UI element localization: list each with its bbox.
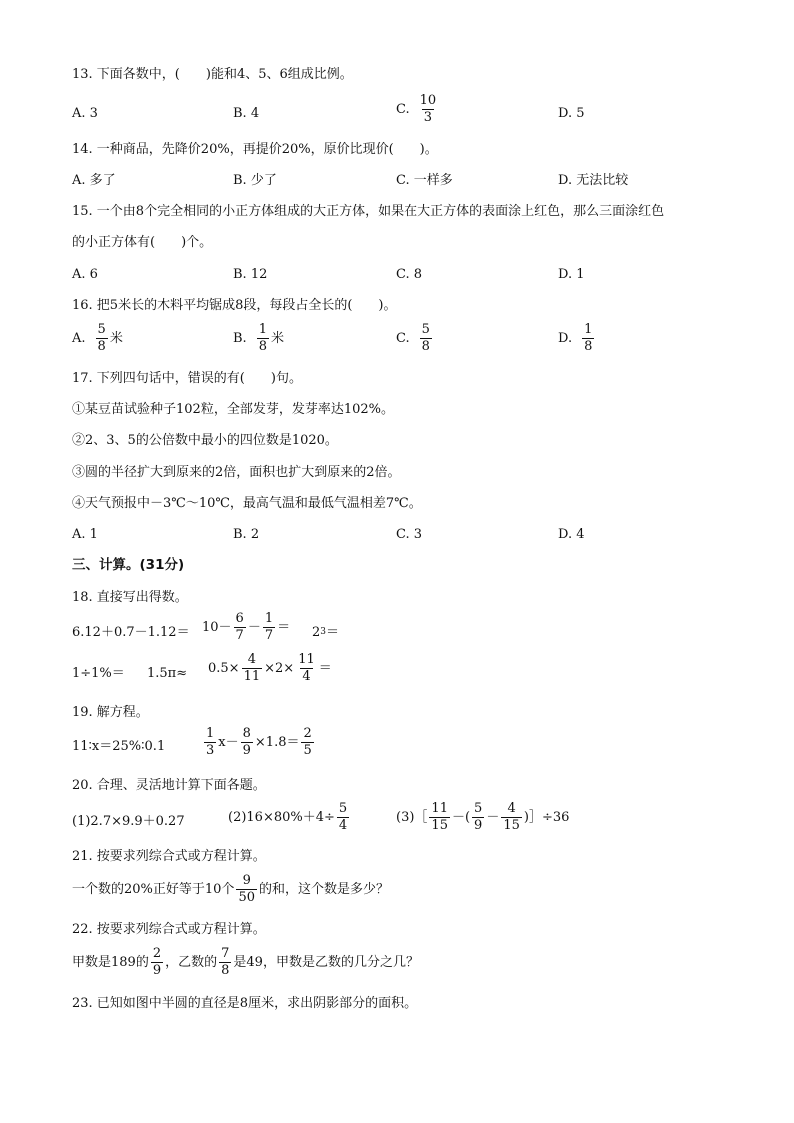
- q22-body: [72, 947, 419, 977]
- expr-text: ＝: [318, 660, 332, 676]
- fraction-denominator: 9: [152, 962, 162, 978]
- fraction: [241, 727, 253, 757]
- q18-expr-3: [312, 626, 339, 639]
- q13-option-c: [396, 94, 440, 124]
- fraction-numerator: 1: [206, 726, 215, 741]
- q17-stem: 17. 下列四句话中，错误的有( )句。: [72, 371, 302, 386]
- fraction: [242, 653, 263, 683]
- q15-stem-line1: 15. 一个由8个完全相同的小正方体组成的大正方体，如果在大正方体的表面涂上红色，那么三面涂红色: [72, 204, 665, 219]
- q19-stem: 19. 解方程。: [72, 705, 149, 720]
- fraction-numerator: 5: [421, 322, 430, 337]
- q16-option-d: [558, 323, 596, 353]
- expr-text: (3)［: [396, 809, 428, 825]
- q13-option-c-fraction: [418, 94, 439, 124]
- expr-text: )］÷36: [523, 809, 570, 825]
- fraction: [236, 874, 257, 904]
- fraction-numerator: 1: [258, 322, 267, 337]
- q17-statement-3: ③圆的半径扩大到原来的2倍，面积也扩大到原来的2倍。: [72, 465, 401, 480]
- fraction-numerator: 8: [242, 726, 251, 741]
- fraction: [263, 612, 275, 642]
- fraction-numerator: 5: [474, 801, 483, 816]
- fraction-numerator: 5: [338, 801, 348, 816]
- expr-text: ＝: [326, 625, 340, 640]
- unit-label: 米: [109, 330, 123, 346]
- q16-stem: 16. 把5米长的木料平均锯成8段，每段占全长的( )。: [72, 298, 397, 313]
- expr-text: x－: [218, 734, 239, 750]
- fraction-denominator: 8: [221, 962, 230, 978]
- q15-option-a: A. 6: [72, 267, 98, 282]
- fraction-numerator: 4: [507, 801, 516, 816]
- q18-expr-1: 6.12＋0.7－1.12＝: [72, 625, 190, 640]
- fraction-numerator: 2: [303, 726, 312, 741]
- fraction-denominator: 8: [258, 338, 267, 354]
- fraction-denominator: 15: [431, 817, 448, 833]
- fraction-denominator: 8: [421, 338, 430, 354]
- expr-text: ×2×: [264, 660, 295, 676]
- q18-expr-2: [202, 612, 290, 642]
- body-text: ，乙数的: [165, 954, 218, 970]
- section-3-heading: 三、计算。(31分): [72, 557, 185, 573]
- q15-option-b: B. 12: [233, 267, 268, 282]
- q20-problem-1: (1)2.7×9.9＋0.27: [72, 814, 185, 829]
- option-label: B.: [233, 330, 247, 346]
- q14-option-b: B. 少了: [233, 173, 277, 188]
- fraction-numerator: 11: [431, 801, 448, 816]
- fraction-denominator: 5: [303, 742, 312, 758]
- q15-stem-line2: 的小正方体有( )个。: [72, 235, 213, 250]
- fraction-numerator: 7: [221, 946, 230, 961]
- q19-equation-1: 11∶x＝25%∶0.1: [72, 739, 166, 754]
- fraction-denominator: 7: [264, 627, 274, 643]
- fraction: [301, 727, 313, 757]
- body-text: 甲数是189的: [72, 954, 149, 970]
- q20-problem-2: [228, 802, 351, 832]
- fraction-denominator: 50: [238, 889, 255, 905]
- q13-stem: 13. 下面各数中，( )能和4、5、6组成比例。: [72, 67, 353, 82]
- fraction: [151, 947, 163, 977]
- q18-expr-6: [208, 653, 332, 683]
- fraction-denominator: 8: [97, 338, 106, 354]
- q23-stem: 23. 已知如图中半圆的直径是8厘米，求出阴影部分的面积。: [72, 996, 418, 1011]
- option-label: A.: [72, 330, 86, 346]
- fraction: [204, 727, 216, 757]
- q17-option-d: D. 4: [558, 527, 585, 542]
- fraction: [219, 947, 231, 977]
- q13-option-d: D. 5: [558, 106, 585, 121]
- q18-expr-5: 1.5π≈: [147, 666, 188, 681]
- fraction-denominator: 3: [206, 742, 215, 758]
- fraction-denominator: 9: [242, 742, 251, 758]
- q19-equation-2: [202, 727, 316, 757]
- q17-statement-1: ①某豆苗试验种子102粒，全部发芽，发芽率达102%。: [72, 402, 394, 417]
- expr-text: －: [247, 619, 261, 635]
- q20-problem-3: [396, 802, 569, 832]
- fraction: [429, 802, 450, 832]
- q18-expr-4: 1÷1%＝: [72, 666, 125, 681]
- fraction-denominator: 15: [503, 817, 520, 833]
- q15-option-c: C. 8: [396, 267, 423, 282]
- q14-option-d: D. 无法比较: [558, 173, 629, 188]
- expr-text: (2)16×80%＋4÷: [228, 809, 335, 825]
- q14-option-c: C. 一样多: [396, 173, 453, 188]
- q17-option-b: B. 2: [233, 527, 260, 542]
- expr-text: ×1.8＝: [254, 734, 300, 750]
- q22-stem: 22. 按要求列综合式或方程计算。: [72, 922, 266, 937]
- expr-text: 0.5×: [208, 660, 240, 676]
- q20-stem: 20. 合理、灵活地计算下面各题。: [72, 778, 266, 793]
- q21-body: [72, 874, 389, 904]
- expr-text: ＝: [277, 619, 291, 635]
- fraction-denominator: 11: [243, 668, 261, 684]
- q14-stem: 14. 一种商品，先降价20%，再提价20%，原价比现价( )。: [72, 142, 438, 157]
- q13-option-b: B. 4: [233, 106, 260, 121]
- q14-option-a: A. 多了: [72, 173, 116, 188]
- q13-option-c-label: C.: [396, 101, 410, 117]
- unit-label: 米: [270, 330, 284, 346]
- q15-option-d: D. 1: [558, 267, 585, 282]
- body-text: 的和，这个数是多少？: [258, 881, 389, 897]
- fraction-denominator: 3: [423, 109, 433, 125]
- fraction-numerator: 9: [242, 873, 251, 888]
- q16-option-d-fraction: [582, 323, 594, 353]
- q16-option-a: [72, 323, 123, 353]
- fraction-numerator: 1: [584, 322, 593, 337]
- fraction-numerator: 1: [264, 611, 274, 626]
- q17-statement-2: ②2、3、5的公倍数中最小的四位数是1020。: [72, 433, 338, 448]
- expr-text: －(: [451, 809, 471, 825]
- q21-stem: 21. 按要求列综合式或方程计算。: [72, 849, 266, 864]
- fraction-numerator: 4: [247, 652, 256, 667]
- fraction: [337, 802, 349, 832]
- power-base: 2: [312, 625, 321, 640]
- fraction-denominator: 4: [338, 817, 348, 833]
- q17-statement-4: ④天气预报中－3℃～10℃，最高气温和最低气温相差7℃。: [72, 496, 422, 511]
- fraction-numerator: 6: [235, 611, 244, 626]
- body-text: 是49，甲数是乙数的几分之几？: [233, 954, 419, 970]
- q17-option-a: A. 1: [72, 527, 98, 542]
- q16-option-b: [233, 323, 284, 353]
- fraction: [234, 612, 246, 642]
- q18-stem: 18. 直接写出得数。: [72, 590, 188, 605]
- power-exponent: 3: [320, 627, 327, 637]
- q16-option-a-fraction: [96, 323, 108, 353]
- body-text: 一个数的20%正好等于10个: [72, 881, 235, 897]
- option-label: D.: [558, 330, 573, 346]
- q16-option-b-fraction: [257, 323, 269, 353]
- q13-option-a: A. 3: [72, 106, 98, 121]
- fraction-denominator: 4: [302, 668, 311, 684]
- fraction-numerator: 10: [419, 93, 437, 108]
- fraction-numerator: 2: [152, 946, 162, 961]
- option-label: C.: [396, 330, 410, 346]
- fraction-numerator: 5: [97, 322, 106, 337]
- expr-text: 10－: [202, 619, 232, 635]
- fraction: [501, 802, 522, 832]
- q16-option-c: [396, 323, 434, 353]
- fraction-denominator: 7: [235, 627, 244, 643]
- expr-text: －: [486, 809, 500, 825]
- q16-option-c-fraction: [420, 323, 432, 353]
- fraction-denominator: 8: [584, 338, 593, 354]
- fraction-denominator: 9: [474, 817, 483, 833]
- fraction-numerator: 11: [298, 652, 315, 667]
- q17-option-c: C. 3: [396, 527, 423, 542]
- fraction: [472, 802, 484, 832]
- fraction: [296, 653, 317, 683]
